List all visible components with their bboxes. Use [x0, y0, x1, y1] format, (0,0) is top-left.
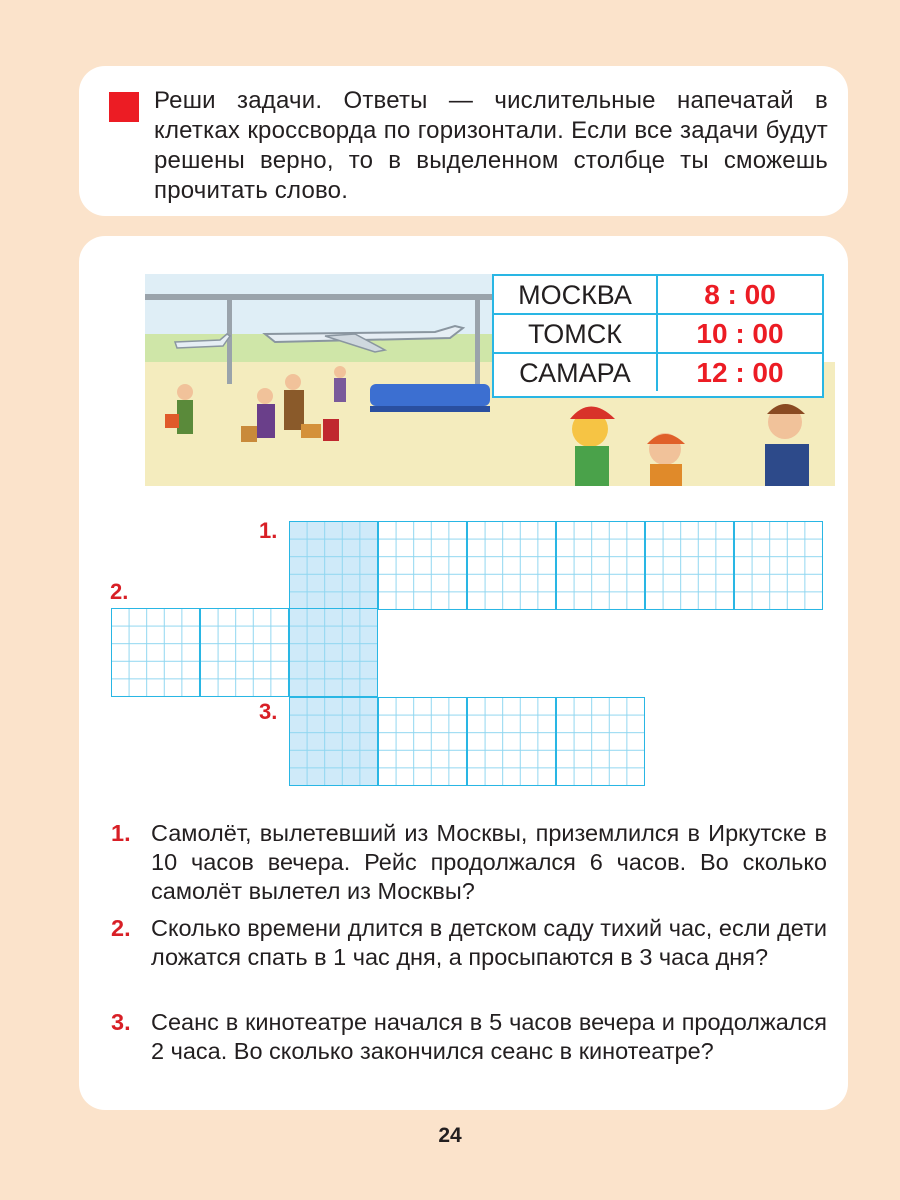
crossword-cell[interactable] — [378, 521, 467, 610]
problem-2 — [111, 914, 827, 972]
schedule-row — [494, 315, 822, 354]
crossword-cell[interactable] — [556, 697, 645, 786]
schedule-time: 8 : 00 — [704, 279, 776, 310]
problem-number: 1. — [111, 820, 131, 846]
red-square-marker-icon — [109, 92, 139, 122]
problem-number: 2. — [111, 915, 131, 941]
crossword-cell-highlighted[interactable] — [289, 697, 378, 786]
crossword-cell-highlighted[interactable] — [289, 608, 378, 697]
crossword-label-2: 2. — [110, 579, 129, 604]
schedule-time: 10 : 00 — [696, 318, 784, 349]
crossword-cell[interactable] — [378, 697, 467, 786]
problem-text: Сколько времени длится в детском саду тихий час, если дети ложатся спать в 1 час дня, а просыпаются в 3 часа дня? — [151, 915, 827, 970]
crossword-cell[interactable] — [734, 521, 823, 610]
crossword-cell[interactable] — [200, 608, 289, 697]
crossword-cell[interactable] — [645, 521, 734, 610]
crossword-label-3: 3. — [259, 699, 278, 724]
crossword-label-1: 1. — [259, 518, 278, 543]
crossword-cell[interactable] — [111, 608, 200, 697]
flight-schedule-board — [492, 274, 824, 398]
schedule-city: САМАРА — [494, 354, 658, 391]
crossword-cell-highlighted[interactable] — [289, 521, 378, 610]
crossword-cell[interactable] — [467, 697, 556, 786]
problem-1 — [111, 819, 827, 906]
main-card — [79, 236, 848, 1110]
crossword-cell[interactable] — [556, 521, 645, 610]
task-instruction: Реши задачи. Ответы — числительные напечатай в клетках кроссворда по горизонтали. Если все задачи будут решены верно, то в выделенном столбце ты сможешь прочитать слово. — [154, 87, 828, 204]
instruction-card — [79, 66, 848, 216]
crossword-cell[interactable] — [467, 521, 556, 610]
schedule-row — [494, 276, 822, 315]
problem-text: Сеанс в кинотеатре начался в 5 часов вечера и продолжался 2 часа. Во сколько закончился сеанс в кинотеатре? — [151, 1009, 827, 1064]
schedule-time: 12 : 00 — [696, 357, 784, 388]
problem-3 — [111, 1008, 827, 1066]
schedule-city: МОСКВА — [494, 276, 658, 313]
problem-text: Самолёт, вылетевший из Москвы, приземлился в Иркутске в 10 часов вечера. Рейс продолжался 6 часов. Во сколько самолёт вылетел из Москвы? — [151, 820, 827, 904]
schedule-city: ТОМСК — [494, 315, 658, 352]
problem-number: 3. — [111, 1009, 131, 1035]
page-number: 24 — [438, 1124, 462, 1147]
schedule-row — [494, 354, 822, 391]
